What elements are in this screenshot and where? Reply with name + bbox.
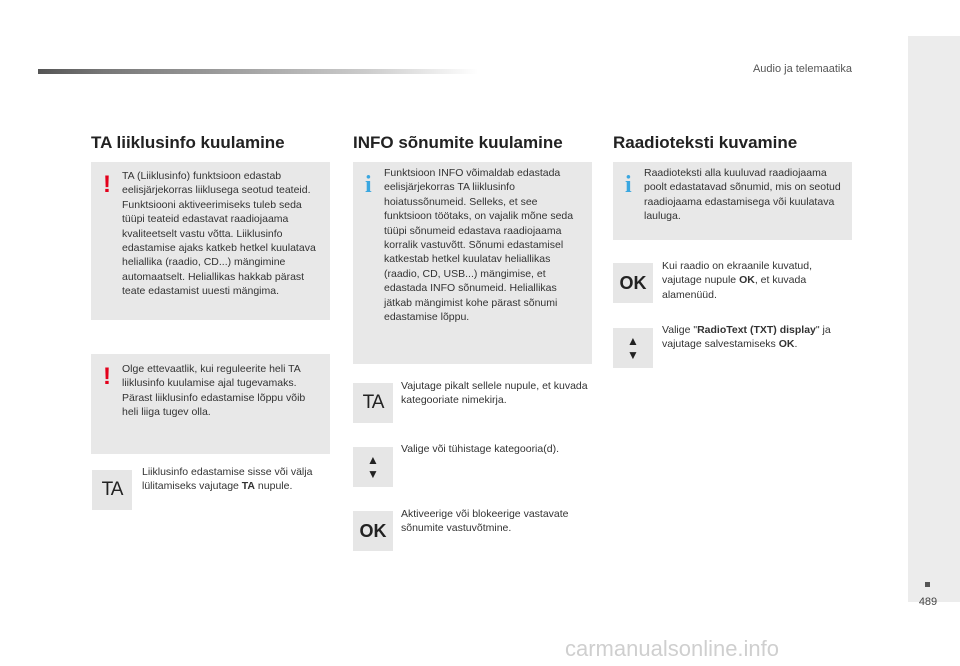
page-number: 489 <box>918 596 938 608</box>
step-activate-messages: Aktiveerige või blokeerige vastavate sõnumite vastuvõtmine. <box>401 508 569 535</box>
step-text: , et kuvada alamenüüd. <box>662 274 807 301</box>
ok-label: OK <box>739 274 755 287</box>
up-arrow-icon: ▲ <box>367 453 379 467</box>
section-title-ta: TA liiklusinfo kuulamine <box>91 133 285 152</box>
info-text-info: Funktsioon INFO võimaldab edastada eelisjärjekorras TA liiklusinfo hoiatussõnumeid. Selleks, et see funktsioon töötaks, on vajalik mõne seda tüüpi sõnumeid edastava raadiojaama korralik vastuvõtt. Sõnumi edastamisel katkestab hetkel kuulatav heliallikas (raadio, CD, USB...) mängimise, et edastada INFO sõnumeid. Heliallikas jätkab mängimist kohe pärast sõnumi edastamise lõppu. <box>384 167 574 324</box>
header-title: Audio ja telemaatika <box>752 63 852 75</box>
down-arrow-icon: ▼ <box>367 467 379 481</box>
header-gradient-bar <box>38 69 478 74</box>
info-box-radiotext <box>613 162 852 240</box>
step-text: " ja vajutage salvestamiseks <box>662 324 831 351</box>
step-category-list: Vajutage pikalt sellele nupule, et kuvada kategooriate nimekirja. <box>401 380 588 407</box>
warning-icon: ! <box>103 171 111 198</box>
step-submenu <box>662 259 852 302</box>
page-dot <box>925 582 930 587</box>
info-text-radiotext: Raadioteksti alla kuuluvad raadiojaama poolt edastatavad sõnumid, mis on seotud raadiojaama edastamisega või kuulatava lauluga. <box>644 167 841 223</box>
watermark: carmanualsonline.info <box>565 636 780 661</box>
warning-box-ta <box>91 162 330 320</box>
info-icon: i <box>365 172 372 198</box>
ta-key-icon: TA <box>353 383 393 423</box>
section-title-info: INFO sõnumite kuulamine <box>353 133 563 152</box>
section-title-radiotext: Raadioteksti kuvamine <box>613 133 798 152</box>
ok-label: OK <box>778 338 795 351</box>
ta-key-icon: TA <box>92 470 132 510</box>
up-arrow-icon: ▲ <box>627 334 639 348</box>
step-select-category: Valige või tühistage kategooria(d). <box>401 443 559 455</box>
ta-label: TA <box>241 480 256 493</box>
info-box-info <box>353 162 592 364</box>
step-radiotext-display <box>662 323 852 352</box>
step-text: nupule. <box>255 480 293 493</box>
warning-box-volume <box>91 354 330 454</box>
down-arrow-icon: ▼ <box>627 348 639 362</box>
warning-text-ta: TA (Liiklusinfo) funktsioon edastab eelisjärjekorras liiklusega seotud teateid. Funktsiooni aktiveerimiseks tuleb seda tüüpi teateid edastavat raadiojaama kvaliteetselt vastu võtta. Liiklusinfo edastamise ajaks katkeb hetkel kuulatava heliallika (raadio, CD...) mängimine automaatselt. Heliallikas hakkab pärast teate edastamist uuesti mängima. <box>122 170 316 298</box>
ok-key-icon: OK <box>353 511 393 551</box>
up-down-arrow-icon <box>613 328 653 368</box>
step-text: Liiklusinfo edastamise sisse või välja lülitamiseks vajutage <box>142 466 313 493</box>
radiotext-label: RadioText (TXT) display <box>697 324 816 336</box>
warning-text-volume: Olge ettevaatlik, kui reguleerite heli TA liiklusinfo kuulamise ajal tugevamaks. Pärast liiklusinfo edastamise lõppu võib heli liiga tugev olla. <box>122 363 306 419</box>
step-text: . <box>794 338 798 351</box>
step-text: Kui raadio on ekraanile kuvatud, vajutage nupule <box>662 260 813 287</box>
side-band <box>908 36 960 602</box>
step-text: Valige " <box>662 324 698 336</box>
step-ta-toggle <box>142 465 332 494</box>
info-icon: i <box>625 172 632 198</box>
ok-key-icon: OK <box>613 263 653 303</box>
up-down-arrow-icon <box>353 447 393 487</box>
warning-icon: ! <box>103 363 111 390</box>
